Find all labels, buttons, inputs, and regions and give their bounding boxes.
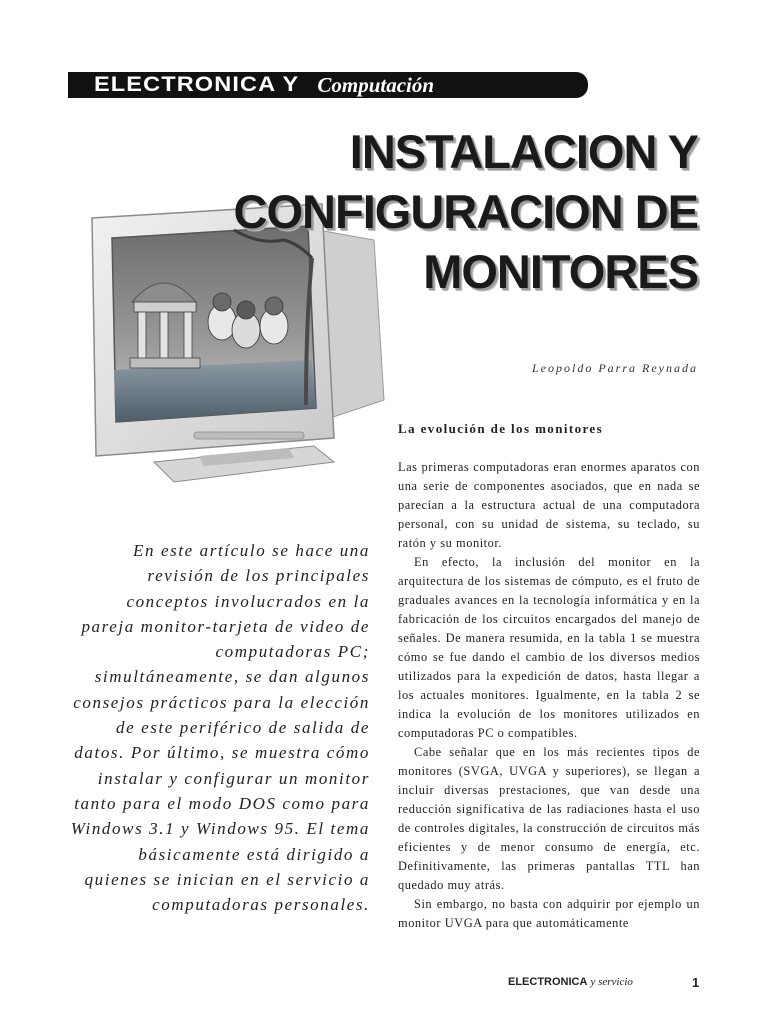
section-banner xyxy=(68,72,588,98)
footer-brand xyxy=(508,976,633,988)
title-line: MONITORES xyxy=(423,245,698,298)
footer-brand-main: ELECTRONICA xyxy=(508,976,588,988)
article-body xyxy=(398,458,700,933)
article-title xyxy=(138,122,698,302)
title-line: INSTALACION Y xyxy=(349,125,698,178)
body-paragraph: Las primeras computadoras eran enormes aparatos con una serie de componentes asociados, que en nada se parecían a la estructura actual de una computadora personal, con su unidad de sistema, su teclado, su ratón y su monitor. xyxy=(398,460,700,550)
title-line: CONFIGURACION DE xyxy=(233,185,698,238)
page-number: 1 xyxy=(692,975,700,990)
section-banner-sub: Computación xyxy=(317,72,435,97)
author-byline: Leopoldo Parra Reynada xyxy=(532,361,698,375)
section-heading: La evolución de los monitores xyxy=(398,421,604,436)
body-paragraph: Sin embargo, no basta con adquirir por ejemplo un monitor UVGA para que automáticamente xyxy=(398,897,700,930)
body-paragraph: Cabe señalar que en los más recientes tipos de monitores (SVGA, UVGA y superiores), se llegan a incluir diversas prestaciones, que van desde una reducción significativa de las radiaciones hasta el uso de controles digitales, la construcción de circuitos más eficientes y de menor consumo de energía, etc. Definitivamente, las primeras pantallas TTL han quedado muy atrás. xyxy=(398,745,700,892)
body-paragraph: En efecto, la inclusión del monitor en la arquitectura de los sistemas de cómputo, es el fruto de graduales avances en la tecnología informática y en la fabricación de los circuitos encargados del manejo de señales. De manera resumida, en la tabla 1 se muestra cómo se fue dando el cambio de los diversos medios utilizados para la expedición de datos, hasta llegar a los actuales monitores. Igualmente, en la tabla 2 se indica la evolución de los monitores utilizados en computadoras PC o compatibles. xyxy=(398,555,700,740)
footer-brand-sub: y servicio xyxy=(590,976,633,988)
section-banner-main: ELECTRONICA Y xyxy=(94,73,300,96)
article-abstract: En este artículo se hace una revisión de los principales conceptos involucrados en la pareja monitor-tarjeta de video de computadoras PC; simultáneamente, se dan algunos consejos prácticos para la elección de este periférico de salida de datos. Por último, se muestra cómo instalar y configurar un monitor tanto para el modo DOS como para Windows 3.1 y Windows 95. El tema básicamente está dirigido a quienes se inician en el servicio a computadoras personales. xyxy=(70,541,370,915)
